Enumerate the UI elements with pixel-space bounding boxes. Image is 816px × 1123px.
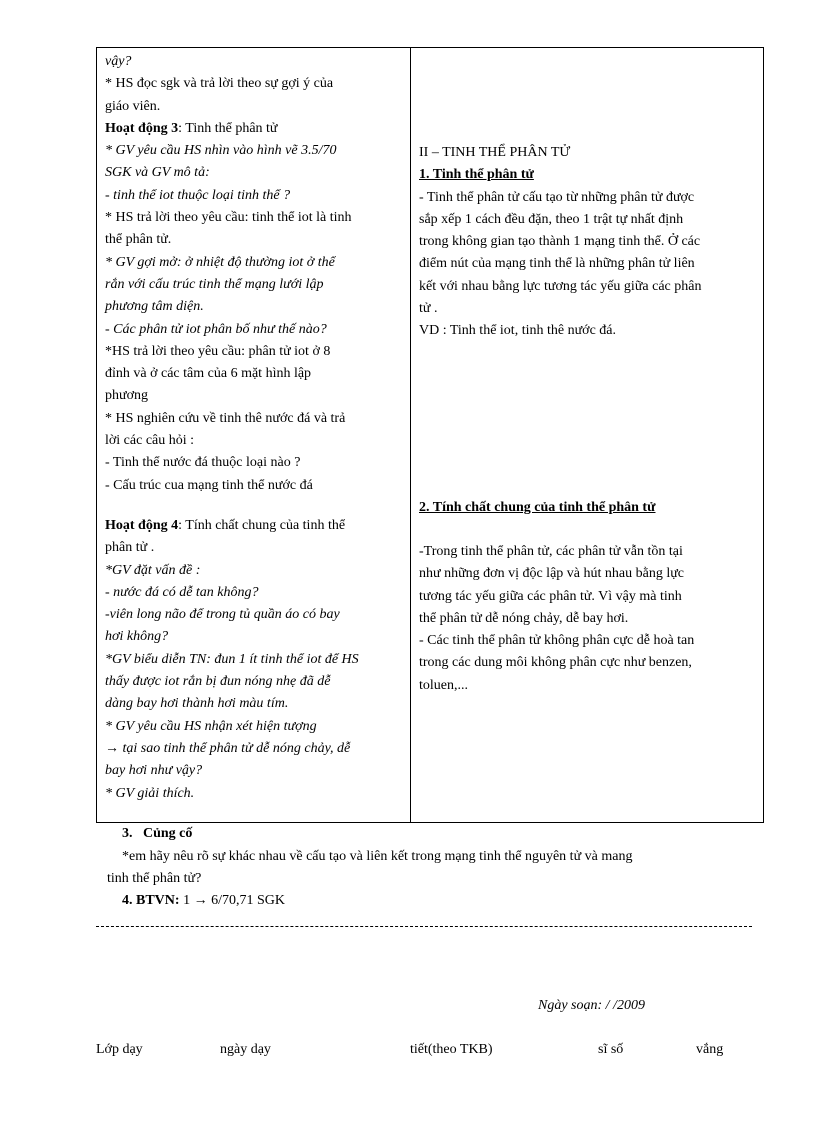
text-line: điểm nút của mạng tinh thể là những phân tử liên [419,256,695,272]
text-line: rắn với cấu trúc tinh thể mạng lưới lập [105,276,324,292]
text-line: lời các câu hỏi : [105,433,195,449]
sub1-content [419,187,701,343]
text-line: -Trong tinh thể phân tử, các phân tử vẫn tồn tại [419,544,683,559]
column-divider [410,48,411,822]
text-line: * HS nghiên cứu về tinh thê nước đá và trả [105,410,346,426]
text-line: phân tử . [105,540,155,556]
spacer [105,497,405,515]
class-size-label: sĩ số [598,1042,624,1057]
text-line: vậy? [105,54,132,69]
text-line: tử . [419,301,438,317]
text-line: - Cấu trúc cua mạng tinh thể nước đá [105,477,313,493]
text-line: * GV yêu cầu HS nhận xét hiện tượng [105,718,317,734]
text-line: - nước đá có dễ tan không? [105,584,259,600]
activity-lines-a [105,51,405,118]
text-line: hơi không? [105,629,169,645]
class-label: Lớp dạy [96,1042,143,1057]
text-line: toluen,... [419,677,468,693]
text-line: * GV giải thích. [105,785,195,801]
activity-lines-b [105,140,405,497]
sub2-content-block [419,541,694,697]
text-line: thấy được iot rắn bị đun nóng nhẹ đã dễ [105,674,331,690]
text-line: - Các tinh thể phân tử không phân cực dễ hoà tan [419,633,695,649]
section-heading: II – TINH THỂ PHÂN TỬ [419,145,571,160]
arrow-question-line: → tại sao tinh thể phân tử dễ nóng chảy, dễ [105,740,351,756]
sub1-heading: 1. Tinh thể phân tử [419,167,534,183]
text-line: *HS trả lời theo yêu cầu: phân tử iot ở 8 [105,343,331,359]
activity-lines-c [105,537,405,738]
text-line: thể phân tử dễ nóng chảy, dễ bay hơi. [419,610,629,626]
text-line: đỉnh và ở các tâm của 6 mặt hình lập [105,366,312,382]
activity3-heading: Hoạt động 3: Tinh thể phân tử [105,120,278,136]
text-line: sắp xếp 1 cách đều đặn, theo 1 trật tự nhất định [419,211,684,227]
cung-co-question-line2: tinh thể phân tử? [107,871,202,886]
preparation-date: Ngày soạn: / /2009 [538,998,645,1013]
text-line: - tinh thể iot thuộc loại tinh thể ? [105,187,291,203]
text-line: bay hơi như vậy? [105,763,203,779]
text-line: dàng bay hơi thành hơi màu tím. [105,696,289,712]
text-line: - Các phân tử iot phân bố như thế nào? [105,321,327,337]
text-line: *GV biểu diễn TN: đun 1 ít tinh thể iot để HS [105,651,359,667]
cung-co-heading: 3. Củng cố [122,826,193,841]
activity-lines-d [105,760,405,805]
lesson-table [96,47,764,823]
text-line: * GV yêu cầu HS nhìn vào hình vẽ 3.5/70 [105,143,337,159]
text-line: VD : Tinh thể iot, tinh thê nước đá. [419,323,616,339]
text-line: SGK và GV mô tả: [105,165,210,181]
text-line: * HS trả lời theo yêu cầu: tinh thể iot là tinh [105,210,352,226]
text-line: phương tâm diện. [105,299,204,315]
text-line: trong không gian tạo thành 1 mạng tinh thể. Ở các [419,234,701,250]
text-line: - Tinh thể phân tử cấu tạo từ những phân tử được [419,189,695,205]
absent-label: vắng [696,1042,724,1057]
sub2-heading-block [419,497,656,519]
text-line: kết với nhau bằng lực tương tác yếu giữa các phân [419,278,702,294]
section-crystal-molecular [419,142,701,343]
activity4-heading: Hoạt động 4: Tính chất chung của tinh thể [105,517,346,533]
text-line: giáo viên. [105,98,161,114]
cung-co-question-line1: *em hãy nêu rõ sự khác nhau về cấu tạo và liên kết trong mạng tinh thể nguyên tử và mang [122,849,633,864]
text-line: phương [105,388,148,404]
sub2-heading: 2. Tính chất chung của tinh thể phân tử [419,500,656,515]
dashed-separator [96,926,752,927]
text-line: * HS đọc sgk và trả lời theo sự gợi ý của [105,76,334,92]
text-line: tương tác yếu giữa các phân tử. Vì vậy mà tinh [419,588,682,604]
teaching-date-label: ngày dạy [220,1042,271,1057]
btvn-line: 4. BTVN: 1 → 6/70,71 SGK [122,893,285,908]
text-line: - Tinh thể nước đá thuộc loại nào ? [105,455,301,471]
text-line: -viên long não để trong tủ quần áo có bay [105,607,340,623]
text-line: * GV gợi mở: ở nhiệt độ thường iot ở thể [105,254,335,270]
text-line: *GV đặt vấn đề : [105,562,201,578]
sub2-content [419,541,694,697]
text-line: trong các dung môi không phân cực như benzen, [419,655,692,671]
period-label: tiết(theo TKB) [410,1042,493,1057]
teacher-student-activities-column [105,51,405,805]
text-line: như những đơn vị độc lập và hút nhau bằng lực [419,566,685,582]
text-line: thể phân tử. [105,232,172,248]
